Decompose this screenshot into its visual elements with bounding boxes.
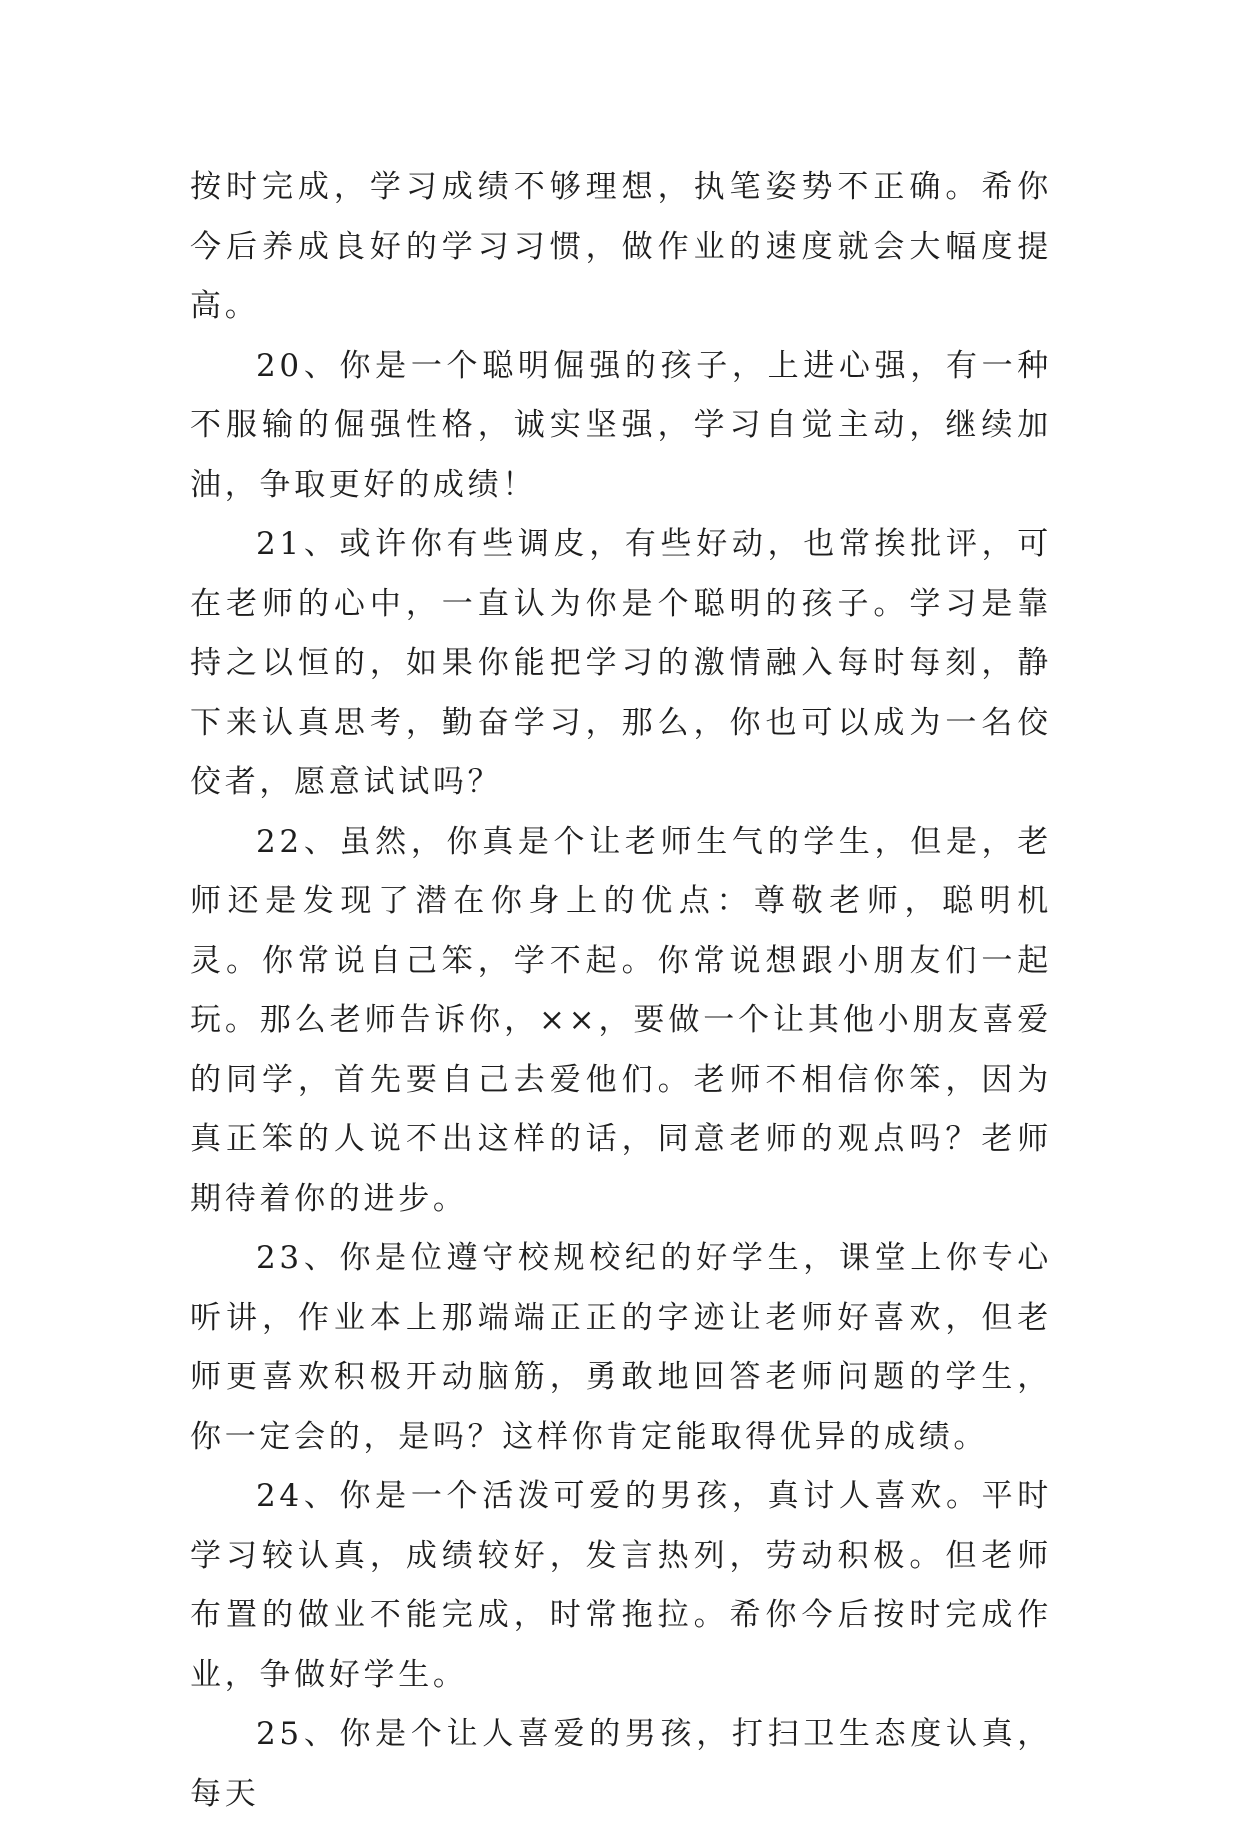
document-body [190,158,1052,1824]
paragraph-19-continuation: 按时完成，学习成绩不够理想，执笔姿势不正确。希你今后养成良好的学习习惯，做作业的速度就会大幅度提高。 [190,169,1052,324]
paragraph-21: 21、或许你有些调皮，有些好动，也常挨批评，可在老师的心中，一直认为你是个聪明的孩子。学习是靠持之以恒的，如果你能把学习的激情融入每时每刻，静下来认真思考，勤奋学习，那么，你也可以成为一名佼佼者，愿意试试吗？ [190,526,1052,800]
paragraph-23: 23、你是位遵守校规校纪的好学生，课堂上你专心听讲，作业本上那端端正正的字迹让老师好喜欢，但老师更喜欢积极开动脑筋，勇敢地回答老师问题的学生，你一定会的，是吗？这样你肯定能取得优异的成绩。 [190,1240,1052,1455]
paragraph-20: 20、你是一个聪明倔强的孩子，上进心强，有一种不服输的倔强性格，诚实坚强，学习自觉主动，继续加油，争取更好的成绩！ [190,347,1052,503]
paragraph-24: 24、你是一个活泼可爱的男孩，真讨人喜欢。平时学习较认真，成绩较好，发言热列，劳动积极。但老师布置的做业不能完成，时常拖拉。希你今后按时完成作业，争做好学生。 [190,1478,1052,1693]
paragraph-25: 25、你是个让人喜爱的男孩，打扫卫生态度认真，每天 [190,1716,1052,1812]
paragraph-22: 22、虽然，你真是个让老师生气的学生，但是，老师还是发现了潜在你身上的优点：尊敬老师，聪明机灵。你常说自己笨，学不起。你常说想跟小朋友们一起玩。那么老师告诉你，××，要做一个让其他小朋友喜爱的同学，首先要自己去爱他们。老师不相信你笨，因为真正笨的人说不出这样的话，同意老师的观点吗？老师期待着你的进步。 [190,823,1052,1217]
